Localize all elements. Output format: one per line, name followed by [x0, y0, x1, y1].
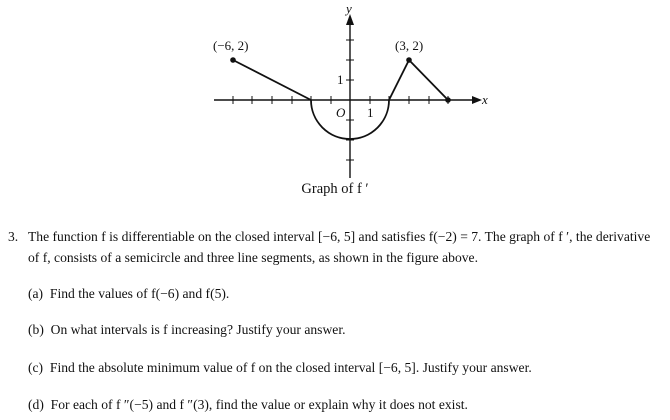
part-a	[28, 286, 229, 302]
x-axis-label: x	[482, 92, 488, 107]
point-right-label: (3, 2)	[395, 38, 424, 53]
part-a-label: (a)	[28, 286, 44, 301]
part-b	[28, 322, 346, 338]
problem-stem: The function f is differentiable on the closed interval [−6, 5] and satisfies f(−2) = 7. The graph of f ′, the derivative of f, consists of a semicircle and three line segments, as shown in the figure above.	[28, 229, 651, 265]
part-c	[28, 360, 532, 376]
point-peak	[406, 57, 412, 63]
part-c-label: (c)	[28, 360, 44, 375]
part-b-label: (b)	[28, 322, 44, 337]
point-left	[230, 57, 236, 63]
segment-left	[233, 60, 311, 100]
part-d-label: (d)	[28, 397, 44, 412]
figure-caption: Graph of f ′	[301, 181, 369, 197]
point-left-label: (−6, 2)	[213, 38, 249, 53]
segment-fall	[409, 60, 448, 100]
part-a-text: Find the values of f(−6) and f(5).	[49, 286, 230, 301]
problem-number: 3.	[8, 229, 19, 244]
x-axis-arrow	[472, 96, 482, 104]
point-end	[445, 97, 451, 103]
problem-3	[8, 226, 664, 268]
part-d	[28, 397, 468, 413]
part-d-text: For each of f ″(−5) and f ″(3), find the value or explain why it does not exist.	[50, 397, 468, 412]
y-tick-label-1: 1	[337, 72, 344, 87]
x-tick-label-1: 1	[367, 105, 374, 120]
part-c-text: Find the absolute minimum value of f on the closed interval [−6, 5]. Justify your answer.	[49, 360, 532, 375]
origin-label: O	[336, 105, 346, 120]
segment-rise	[389, 60, 409, 100]
part-b-text: On what intervals is f increasing? Justify your answer.	[50, 322, 346, 337]
y-axis-label: y	[346, 1, 352, 16]
